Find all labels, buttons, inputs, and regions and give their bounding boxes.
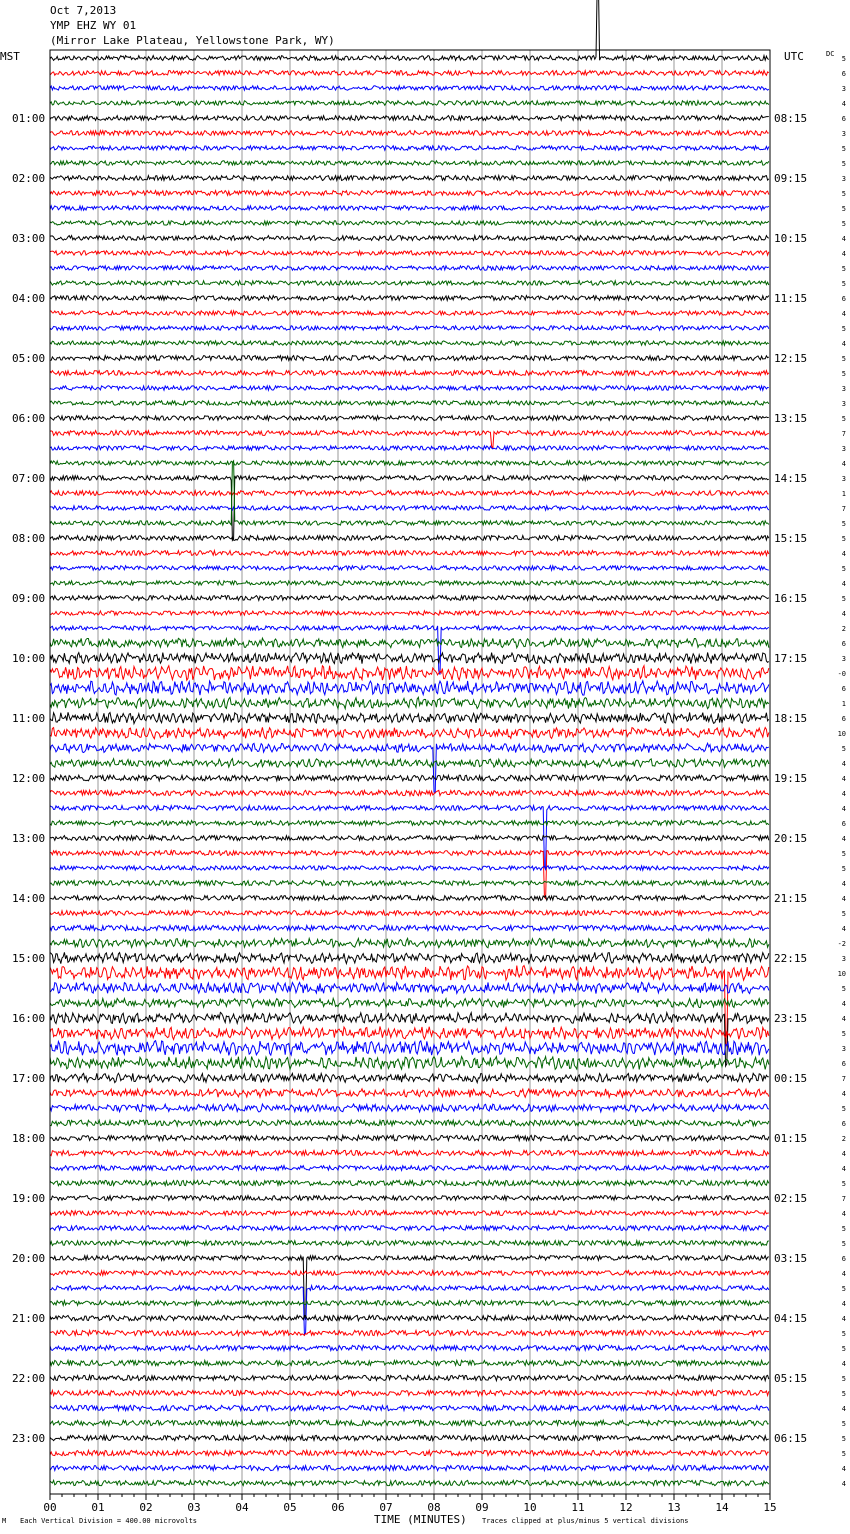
dc-offset-label: 5	[841, 1240, 846, 1248]
dc-offset-label: 6	[841, 115, 846, 123]
dc-offset-label: 5	[841, 1375, 846, 1383]
dc-offset-label: 4	[841, 1300, 846, 1308]
utc-hour-label: 11:15	[774, 292, 808, 305]
dc-offset-label: 5	[841, 355, 846, 363]
dc-offset-label: 5	[841, 190, 846, 198]
trace-line	[50, 146, 769, 150]
dc-offset-label: -0	[837, 670, 846, 678]
mst-hour-label: 15:00	[12, 952, 46, 965]
dc-offset-label: 4	[841, 550, 846, 558]
mst-hour-label: 12:00	[12, 772, 46, 785]
x-tick-label: 05	[283, 1501, 297, 1514]
trace-line	[50, 666, 769, 681]
trace-line	[50, 1104, 769, 1112]
mst-hour-label: 13:00	[12, 832, 46, 845]
dc-offset-label: 6	[841, 715, 846, 723]
utc-hour-label: 05:15	[774, 1372, 808, 1385]
trace-line	[50, 1150, 769, 1155]
dc-offset-label: 5	[841, 55, 846, 63]
trace-line	[50, 896, 769, 901]
trace-line	[50, 551, 769, 556]
x-tick-label: 12	[619, 1501, 633, 1514]
trace-line	[50, 851, 769, 900]
dc-offset-label: 5	[841, 145, 846, 153]
dc-offset-label: 4	[841, 1270, 846, 1278]
trace-line	[50, 1390, 769, 1395]
trace-line	[50, 1196, 769, 1201]
utc-hour-label: 02:15	[774, 1192, 808, 1205]
utc-label: UTC	[784, 50, 804, 63]
dc-offset-label: 4	[841, 835, 846, 843]
x-tick-label: 02	[139, 1501, 153, 1514]
trace-line	[50, 938, 769, 947]
trace-line	[50, 86, 769, 90]
dc-offset-label: 4	[841, 340, 846, 348]
utc-hour-label: 10:15	[774, 232, 808, 245]
x-tick-label: 14	[715, 1501, 729, 1514]
trace-line	[50, 506, 769, 510]
mst-hour-label: 01:00	[12, 112, 46, 125]
dc-offset-label: 5	[841, 745, 846, 753]
trace-line	[50, 101, 769, 105]
mst-hour-label: 10:00	[12, 652, 46, 665]
trace-line	[50, 356, 769, 361]
trace-line	[50, 251, 769, 255]
dc-offset-label: 5	[841, 520, 846, 528]
trace-line	[50, 1375, 769, 1380]
dc-offset-label: 4	[841, 1405, 846, 1413]
mst-hour-label: 19:00	[12, 1192, 46, 1205]
dc-offset-label: 4	[841, 790, 846, 798]
dc-offset-label: 3	[841, 1045, 846, 1053]
trace-line	[50, 1315, 769, 1320]
utc-hour-label: 17:15	[774, 652, 808, 665]
utc-hour-label: 09:15	[774, 172, 808, 185]
mst-hour-label: 18:00	[12, 1132, 46, 1145]
trace-line	[50, 1012, 769, 1066]
mst-hour-label: 23:00	[12, 1432, 46, 1445]
trace-line	[50, 1166, 769, 1171]
trace-line	[50, 1041, 769, 1056]
mst-hour-label: 07:00	[12, 472, 46, 485]
trace-line	[50, 653, 769, 664]
trace-line	[50, 266, 769, 270]
trace-line	[50, 161, 769, 165]
mst-hour-label: 22:00	[12, 1372, 46, 1385]
dc-offset-label: 7	[841, 505, 846, 513]
dc-offset-label: 4	[841, 1150, 846, 1158]
dc-offset-label: 6	[841, 1255, 846, 1263]
dc-offset-label: 4	[841, 610, 846, 618]
dc-offset-label: 1	[841, 490, 846, 498]
trace-line	[50, 626, 769, 675]
dc-offset-label: 4	[841, 1465, 846, 1473]
mst-hour-label: 03:00	[12, 232, 46, 245]
trace-line	[50, 1180, 769, 1185]
dc-offset-label: 5	[841, 1345, 846, 1353]
corner-mark: M	[2, 1517, 7, 1525]
trace-line	[50, 1480, 769, 1485]
trace-line	[50, 611, 769, 615]
dc-offset-label: 4	[841, 880, 846, 888]
dc-offset-label: 5	[841, 1450, 846, 1458]
x-tick-label: 10	[523, 1501, 537, 1514]
dc-offset-label: 5	[841, 1435, 846, 1443]
trace-line	[50, 1465, 769, 1470]
trace-line	[50, 311, 769, 315]
utc-hour-label: 00:15	[774, 1072, 808, 1085]
trace-line	[50, 759, 769, 768]
dc-offset-label: 4	[841, 1015, 846, 1023]
dc-offset-label: 5	[841, 220, 846, 228]
trace-line	[50, 1435, 769, 1440]
trace-line	[50, 1057, 769, 1070]
trace-line	[50, 638, 769, 648]
trace-line	[50, 1286, 769, 1335]
dc-offset-label: 7	[841, 1195, 846, 1203]
trace-line	[50, 1089, 769, 1098]
dc-offset-label: 5	[841, 1285, 846, 1293]
station-code: YMP EHZ WY 01	[50, 19, 137, 32]
trace-line	[50, 727, 769, 738]
dc-offset-label: 5	[841, 865, 846, 873]
utc-hour-labels	[774, 112, 807, 1445]
trace-line	[50, 71, 769, 76]
trace-line	[50, 326, 769, 330]
mst-hour-label: 11:00	[12, 712, 46, 725]
trace-line	[50, 697, 769, 708]
trace-line	[50, 206, 769, 210]
trace-line	[50, 881, 769, 886]
dc-offset-label: 10	[837, 970, 846, 978]
utc-hour-label: 23:15	[774, 1012, 808, 1025]
trace-line	[50, 536, 769, 541]
dc-offset-label: 6	[841, 1060, 846, 1068]
dc-offset-label: 4	[841, 1090, 846, 1098]
seismic-traces	[50, 0, 769, 1486]
trace-line	[50, 1345, 769, 1350]
dc-offset-label: 5	[841, 565, 846, 573]
dc-header: DC	[826, 50, 835, 58]
dc-offset-label: 5	[841, 910, 846, 918]
utc-hour-label: 15:15	[774, 532, 808, 545]
x-tick-label: 00	[43, 1501, 57, 1514]
dc-offset-label: -2	[837, 940, 846, 948]
dc-offset-label: 6	[841, 820, 846, 828]
trace-line	[50, 1450, 769, 1455]
trace-line	[50, 925, 769, 930]
utc-hour-label: 16:15	[774, 592, 808, 605]
mst-label: MST	[0, 50, 20, 63]
x-axis-ticks	[43, 1494, 776, 1514]
dc-offset-label: 4	[841, 250, 846, 258]
mst-hour-label: 14:00	[12, 892, 46, 905]
trace-line	[50, 712, 769, 723]
utc-hour-label: 14:15	[774, 472, 808, 485]
trace-line	[50, 131, 769, 136]
dc-offset-label: 5	[841, 415, 846, 423]
dc-offset-label: 5	[841, 1105, 846, 1113]
dc-offset-label: 5	[841, 265, 846, 273]
trace-line	[50, 416, 769, 421]
dc-offset-label: 4	[841, 1360, 846, 1368]
trace-line	[50, 1120, 769, 1126]
dc-offset-label: 4	[841, 805, 846, 813]
dc-offset-label: 5	[841, 280, 846, 288]
trace-line	[50, 566, 769, 570]
trace-line	[50, 176, 769, 181]
trace-line	[50, 790, 769, 795]
trace-line	[50, 116, 769, 121]
trace-line	[50, 371, 769, 376]
dc-offset-label: 4	[841, 1165, 846, 1173]
utc-hour-label: 08:15	[774, 112, 808, 125]
trace-line	[50, 1330, 769, 1335]
dc-offset-label: 4	[841, 460, 846, 468]
utc-hour-label: 21:15	[774, 892, 808, 905]
dc-offset-label: 2	[841, 625, 846, 633]
trace-line	[50, 1405, 769, 1410]
dc-offset-label: 4	[841, 1210, 846, 1218]
utc-hour-label: 13:15	[774, 412, 808, 425]
trace-line	[50, 866, 769, 870]
dc-offset-label: 4	[841, 895, 846, 903]
clip-note: Traces clipped at plus/minus 5 vertical divisions	[482, 1517, 689, 1525]
trace-line	[50, 281, 769, 285]
trace-line	[50, 596, 769, 601]
utc-hour-label: 01:15	[774, 1132, 808, 1145]
mst-hour-label: 16:00	[12, 1012, 46, 1025]
utc-hour-label: 18:15	[774, 712, 808, 725]
dc-offset-label: 4	[841, 310, 846, 318]
trace-line	[50, 446, 769, 450]
dc-offset-label: 5	[841, 850, 846, 858]
x-axis-title: TIME (MINUTES)	[374, 1513, 467, 1526]
trace-line	[50, 1211, 769, 1216]
x-tick-label: 04	[235, 1501, 249, 1514]
utc-hour-label: 03:15	[774, 1252, 808, 1265]
x-tick-label: 07	[379, 1501, 393, 1514]
station-location: (Mirror Lake Plateau, Yellowstone Park, WY)	[50, 34, 335, 47]
dc-offset-label: 1	[841, 700, 846, 708]
dc-offset-label: 6	[841, 640, 846, 648]
x-tick-label: 08	[427, 1501, 441, 1514]
x-tick-label: 06	[331, 1501, 345, 1514]
plot-date: Oct 7,2013	[50, 4, 117, 17]
dc-offset-label: 5	[841, 1180, 846, 1188]
trace-line	[50, 401, 769, 405]
trace-line	[50, 982, 769, 993]
x-tick-label: 13	[667, 1501, 681, 1514]
dc-offset-label: 5	[841, 325, 846, 333]
trace-line	[50, 1073, 769, 1083]
trace-line	[50, 911, 769, 916]
trace-line	[50, 581, 769, 585]
trace-line	[50, 0, 769, 60]
trace-line	[50, 1226, 769, 1231]
utc-hour-label: 12:15	[774, 352, 808, 365]
dc-offset-label: 4	[841, 100, 846, 108]
trace-line	[50, 1027, 769, 1040]
dc-offset-label: 5	[841, 985, 846, 993]
dc-offset-label: 5	[841, 370, 846, 378]
dc-offset-label: 3	[841, 475, 846, 483]
mst-hour-label: 05:00	[12, 352, 46, 365]
trace-line	[50, 1241, 769, 1246]
utc-hour-label: 20:15	[774, 832, 808, 845]
mst-hour-label: 08:00	[12, 532, 46, 545]
dc-offset-label: 4	[841, 1000, 846, 1008]
utc-hour-label: 04:15	[774, 1312, 808, 1325]
trace-line	[50, 221, 769, 225]
trace-line	[50, 743, 769, 792]
dc-offset-label: 4	[841, 1315, 846, 1323]
mst-hour-label: 06:00	[12, 412, 46, 425]
dc-offset-label: 4	[841, 925, 846, 933]
dc-offset-label: 3	[841, 175, 846, 183]
dc-offset-label: 7	[841, 1075, 846, 1083]
dc-offset-label: 4	[841, 1480, 846, 1488]
trace-line	[50, 1135, 769, 1140]
x-tick-label: 15	[763, 1501, 777, 1514]
dc-offset-label: 4	[841, 580, 846, 588]
x-tick-label: 03	[187, 1501, 201, 1514]
dc-offset-label: 3	[841, 445, 846, 453]
dc-offset-labels	[838, 55, 846, 1488]
utc-hour-label: 22:15	[774, 952, 808, 965]
trace-line	[50, 1301, 769, 1306]
trace-line	[50, 191, 769, 196]
dc-offset-label: 5	[841, 1225, 846, 1233]
trace-line	[50, 431, 769, 449]
dc-offset-label: 6	[841, 70, 846, 78]
mst-hour-label: 04:00	[12, 292, 46, 305]
dc-offset-label: 5	[841, 595, 846, 603]
dc-offset-label: 5	[841, 535, 846, 543]
utc-hour-label: 06:15	[774, 1432, 808, 1445]
trace-line	[50, 461, 769, 465]
x-tick-label: 01	[91, 1501, 105, 1514]
utc-hour-label: 19:15	[774, 772, 808, 785]
dc-offset-label: 10	[837, 730, 846, 738]
dc-offset-label: 5	[841, 205, 846, 213]
trace-line	[50, 236, 769, 241]
plot-frame	[50, 50, 770, 1494]
dc-offset-label: 3	[841, 955, 846, 963]
dc-offset-label: 4	[841, 775, 846, 783]
mst-hour-label: 21:00	[12, 1312, 46, 1325]
trace-line	[50, 1360, 769, 1365]
mst-hour-label: 02:00	[12, 172, 46, 185]
trace-line	[50, 836, 769, 841]
dc-offset-label: 5	[841, 160, 846, 168]
mst-hour-label: 20:00	[12, 1252, 46, 1265]
dc-offset-label: 3	[841, 655, 846, 663]
x-tick-label: 11	[571, 1501, 585, 1514]
scale-note: Each Vertical Division = 400.00 microvolts	[20, 1517, 198, 1525]
trace-line	[50, 681, 769, 695]
dc-offset-label: 5	[841, 1030, 846, 1038]
trace-line	[50, 1271, 769, 1276]
dc-offset-label: 3	[841, 130, 846, 138]
x-tick-label: 09	[475, 1501, 489, 1514]
dc-offset-label: 5	[841, 1330, 846, 1338]
trace-line	[50, 1420, 769, 1425]
dc-offset-label: 3	[841, 85, 846, 93]
dc-offset-label: 2	[841, 1135, 846, 1143]
dc-offset-label: 6	[841, 295, 846, 303]
mst-hour-labels	[12, 112, 45, 1445]
dc-offset-label: 7	[841, 430, 846, 438]
trace-line	[50, 491, 769, 496]
dc-offset-label: 6	[841, 1120, 846, 1128]
dc-offset-label: 3	[841, 385, 846, 393]
dc-offset-label: 5	[841, 1390, 846, 1398]
trace-line	[50, 296, 769, 301]
dc-offset-label: 4	[841, 235, 846, 243]
trace-line	[50, 386, 769, 390]
trace-line	[50, 998, 769, 1007]
mst-hour-label: 09:00	[12, 592, 46, 605]
trace-line	[50, 821, 769, 826]
trace-line	[50, 952, 769, 963]
dc-offset-label: 4	[841, 760, 846, 768]
trace-line	[50, 341, 769, 345]
trace-line	[50, 775, 769, 781]
dc-offset-label: 3	[841, 400, 846, 408]
dc-offset-label: 6	[841, 685, 846, 693]
mst-hour-label: 17:00	[12, 1072, 46, 1085]
dc-offset-label: 5	[841, 1420, 846, 1428]
